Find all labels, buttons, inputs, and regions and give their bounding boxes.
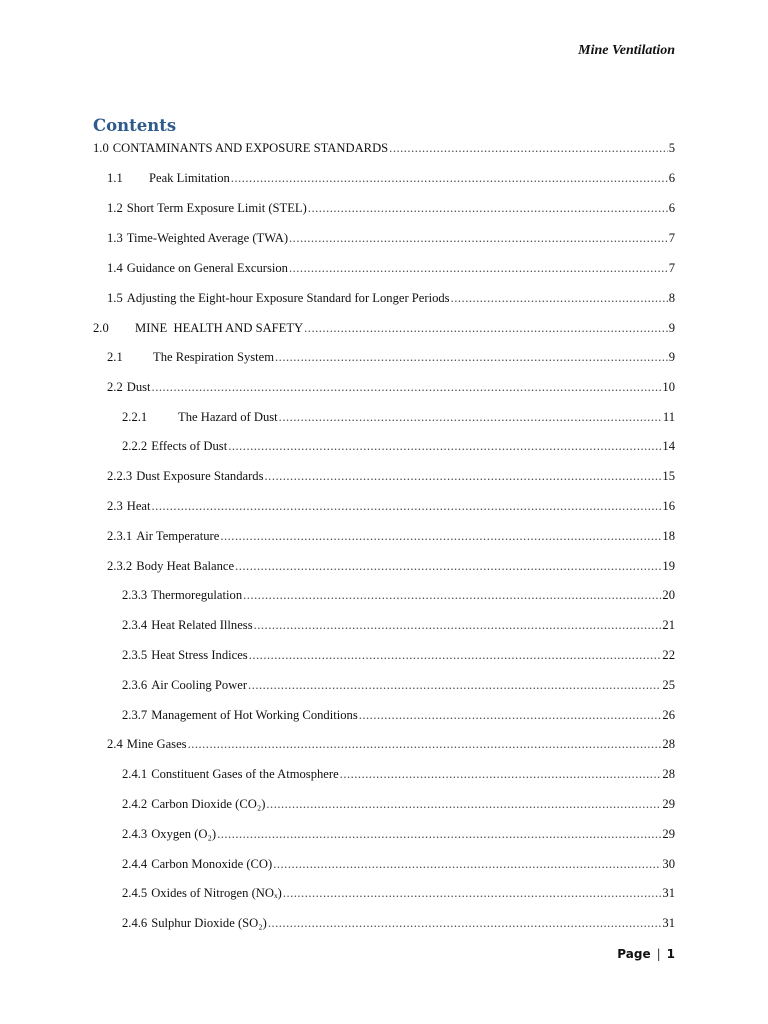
toc-entry-page: 30: [662, 857, 675, 871]
toc-dot-leader: [243, 587, 661, 603]
toc-entry-page: 9: [668, 350, 675, 364]
toc-entry[interactable]: [107, 558, 675, 574]
toc-entry-number: 2.4.4: [122, 857, 148, 871]
toc-entry-page: 20: [662, 588, 675, 602]
toc-entry-number: 2.2.1: [122, 410, 148, 424]
toc-entry[interactable]: [107, 468, 675, 484]
toc-entry-number: 2.3.7: [122, 708, 148, 722]
toc-entry[interactable]: [122, 796, 675, 812]
toc-entry-page: 7: [668, 231, 675, 245]
toc-entry-page: 8: [668, 291, 675, 305]
toc-entry-page: 14: [662, 439, 675, 453]
toc-entry-number: 1.0: [93, 141, 109, 155]
toc-entry-page: 29: [662, 827, 675, 841]
toc-entry-number: 1.4: [107, 261, 123, 275]
toc-dot-leader: [249, 647, 662, 663]
toc-entry-title: Heat Related Illness: [151, 618, 253, 632]
toc-entry-number: 2.4.5: [122, 886, 148, 900]
toc-entry-number: 2.3.3: [122, 588, 148, 602]
toc-entry-number: 2.2.2: [122, 439, 148, 453]
contents-heading: Contents: [93, 116, 177, 135]
toc-entry-title: Dust: [126, 380, 151, 394]
toc-dot-leader: [275, 349, 668, 365]
toc-entry-title: Thermoregulation: [151, 588, 243, 602]
toc-entry-title: Heat Stress Indices: [151, 648, 248, 662]
toc-entry-number: 2.3.2: [107, 559, 133, 573]
toc-dot-leader: [273, 856, 661, 872]
toc-entry-title: Short Term Exposure Limit (STEL): [126, 201, 307, 215]
toc-entry-page: 21: [662, 618, 675, 632]
footer-page-number: 1: [666, 947, 675, 961]
toc-entry-title: Effects of Dust: [151, 439, 228, 453]
toc-entry-title: The Respiration System: [153, 350, 275, 364]
toc-entry-number: 2.3: [107, 499, 123, 513]
toc-entry-page: 5: [668, 141, 675, 155]
toc-entry[interactable]: [122, 826, 675, 842]
toc-entry[interactable]: [122, 915, 675, 931]
toc-entry-title: Management of Hot Working Conditions: [151, 708, 358, 722]
toc-entry[interactable]: [122, 617, 675, 633]
toc-entry-number: 2.4.2: [122, 797, 148, 811]
toc-entry-number: 2.4.6: [122, 916, 148, 930]
toc-entry[interactable]: [122, 438, 675, 454]
toc-entry[interactable]: [122, 587, 675, 603]
toc-entry-number: 1.2: [107, 201, 123, 215]
toc-entry[interactable]: [107, 170, 675, 186]
running-header: Mine Ventilation: [578, 43, 675, 58]
toc-entry-page: 31: [662, 916, 675, 930]
toc-dot-leader: [308, 200, 668, 216]
toc-entry[interactable]: [93, 140, 675, 156]
toc-dot-leader: [283, 885, 662, 901]
toc-entry-page: 6: [668, 201, 675, 215]
toc-dot-leader: [266, 796, 661, 812]
toc-entry-page: 28: [662, 767, 675, 781]
toc-entry-title: Adjusting the Eight-hour Exposure Standard for Longer Periods: [126, 291, 450, 305]
toc-entry-title: Guidance on General Excursion: [126, 261, 288, 275]
toc-entry-number: 2.3.6: [122, 678, 148, 692]
toc-entry-title: Time-Weighted Average (TWA): [126, 231, 289, 245]
toc-entry-page: 28: [662, 737, 675, 751]
toc-entry[interactable]: [107, 498, 675, 514]
toc-dot-leader: [268, 915, 662, 931]
toc-entry[interactable]: [122, 885, 675, 901]
toc-entry-page: 19: [662, 559, 675, 573]
toc-dot-leader: [451, 290, 668, 306]
toc-dot-leader: [228, 438, 661, 454]
toc-dot-leader: [340, 766, 662, 782]
toc-entry-title: Oxygen (O₂): [151, 827, 217, 841]
toc-dot-leader: [289, 230, 668, 246]
toc-entry-page: 10: [662, 380, 675, 394]
toc-entry[interactable]: [93, 320, 675, 336]
toc-entry-number: 2.2.3: [107, 469, 133, 483]
toc-entry[interactable]: [122, 766, 675, 782]
toc-entry-page: 7: [668, 261, 675, 275]
toc-dot-leader: [279, 409, 662, 425]
toc-entry-page: 29: [662, 797, 675, 811]
toc-entry-title: Oxides of Nitrogen (NOₓ): [151, 886, 282, 900]
page-footer: [617, 947, 675, 961]
toc-entry-title: The Hazard of Dust: [178, 410, 278, 424]
toc-dot-leader: [235, 558, 661, 574]
toc-entry-title: Carbon Dioxide (CO₂): [151, 797, 266, 811]
toc-entry-title: Constituent Gases of the Atmosphere: [151, 767, 339, 781]
toc-entry-page: 6: [668, 171, 675, 185]
toc-dot-leader: [152, 379, 662, 395]
toc-entry[interactable]: [107, 528, 675, 544]
toc-entry-number: 1.3: [107, 231, 123, 245]
toc-entry[interactable]: [122, 707, 675, 723]
toc-entry-page: 11: [662, 410, 675, 424]
toc-entry-page: 16: [662, 499, 675, 513]
toc-entry-number: 2.2: [107, 380, 123, 394]
toc-entry-page: 18: [662, 529, 675, 543]
toc-entry-number: 1.5: [107, 291, 123, 305]
toc-entry[interactable]: [107, 349, 675, 365]
toc-dot-leader: [217, 826, 661, 842]
toc-dot-leader: [220, 528, 661, 544]
toc-entry-title: Heat: [126, 499, 151, 513]
footer-page-label: Page: [617, 947, 651, 961]
footer-separator: |: [656, 947, 661, 961]
toc-entry[interactable]: [122, 856, 675, 872]
toc-entry[interactable]: [122, 409, 675, 425]
toc-dot-leader: [289, 260, 668, 276]
toc-dot-leader: [265, 468, 662, 484]
toc-entry-number: 2.4.1: [122, 767, 148, 781]
toc-entry-number: 2.3.1: [107, 529, 133, 543]
toc-entry-page: 31: [662, 886, 675, 900]
toc-entry-page: 22: [662, 648, 675, 662]
toc-dot-leader: [152, 498, 662, 514]
toc-entry-title: Dust Exposure Standards: [136, 469, 264, 483]
toc-entry-title: CONTAMINANTS AND EXPOSURE STANDARDS: [112, 141, 389, 155]
toc-entry-title: Mine Gases: [126, 737, 187, 751]
toc-entry[interactable]: [107, 260, 675, 276]
toc-entry-title: MINE HEALTH AND SAFETY: [135, 321, 304, 335]
toc-entry[interactable]: [107, 230, 675, 246]
toc-entry-page: 9: [668, 321, 675, 335]
toc-entry-number: 1.1: [107, 171, 123, 185]
toc-entry-title: Air Temperature: [136, 529, 220, 543]
toc-entry-title: Carbon Monoxide (CO): [151, 857, 273, 871]
toc-entry[interactable]: [107, 290, 675, 306]
toc-dot-leader: [254, 617, 662, 633]
toc-entry[interactable]: [122, 647, 675, 663]
toc-entry[interactable]: [122, 677, 675, 693]
toc-dot-leader: [359, 707, 662, 723]
toc-dot-leader: [304, 320, 668, 336]
toc-entry-number: 2.4: [107, 737, 123, 751]
toc-entry-page: 15: [662, 469, 675, 483]
toc-entry-title: Body Heat Balance: [136, 559, 235, 573]
toc-entry-page: 26: [662, 708, 675, 722]
toc-entry-number: 2.4.3: [122, 827, 148, 841]
toc-entry-number: 2.0: [93, 321, 109, 335]
toc-entry-number: 2.3.4: [122, 618, 148, 632]
toc-entry[interactable]: [107, 200, 675, 216]
toc-dot-leader: [231, 170, 668, 186]
toc-entry-title: Sulphur Dioxide (SO₂): [151, 916, 267, 930]
toc-dot-leader: [389, 140, 668, 156]
toc-entry[interactable]: [107, 379, 675, 395]
toc-dot-leader: [188, 736, 662, 752]
toc-entry-page: 25: [662, 678, 675, 692]
toc-entry-number: 2.3.5: [122, 648, 148, 662]
toc-entry-number: 2.1: [107, 350, 123, 364]
toc-entry-title: Air Cooling Power: [151, 678, 248, 692]
toc-entry[interactable]: [107, 736, 675, 752]
toc-entry-title: Peak Limitation: [149, 171, 230, 185]
toc-dot-leader: [248, 677, 661, 693]
